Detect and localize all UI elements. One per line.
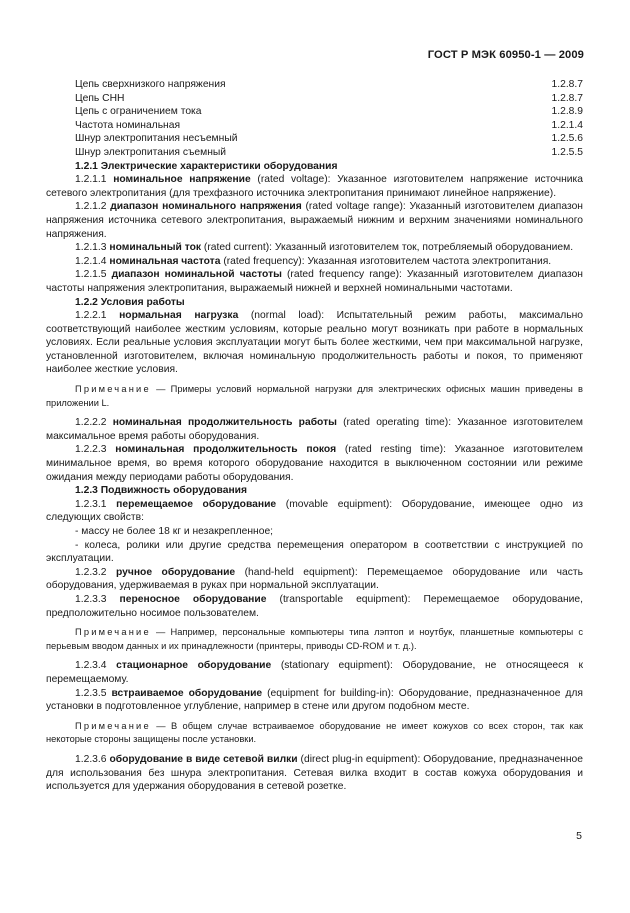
defined-term: переносное оборудование bbox=[119, 593, 267, 605]
page-number: 5 bbox=[576, 830, 582, 842]
definition-paragraph bbox=[46, 416, 583, 443]
definition-text: (rated resting time): Указанное изготовителем минимальное время, во время которого оборудование находится в выключенном состоянии или режиме ожидания между периодами работы оборудования. bbox=[46, 444, 583, 483]
toc-label: Шнур электропитания съемный bbox=[75, 146, 227, 158]
toc-item bbox=[46, 105, 583, 119]
section-heading: 1.2.3 Подвижность оборудования bbox=[75, 485, 248, 497]
toc-ref: 1.2.8.7 bbox=[551, 92, 583, 104]
definition-text: (movable equipment): Оборудование, имеющее одно из следующих свойств: bbox=[46, 498, 583, 524]
definition-paragraph bbox=[46, 566, 583, 593]
definition-text: (transportable equipment): Перемещаемое оборудование, предположительно носимое пользователем. bbox=[46, 593, 583, 619]
note-label: Примечание bbox=[75, 384, 151, 395]
definition-paragraph bbox=[46, 241, 583, 255]
definition-text: (equipment for building-in): Оборудование, предназначенное для установки в подготовленное углубление, например в стене или другом подобном месте. bbox=[46, 687, 583, 713]
note-text: — Например, персональные компьютеры типа лэптоп и ноутбук, планшетные компьютеры с перьевым вводом данных и их принадлежности (принтеры, приводы CD-ROM и т. д.). bbox=[46, 627, 583, 651]
list-item: - массу не более 18 кг и незакрепленное; bbox=[75, 526, 274, 537]
toc-ref: 1.2.8.7 bbox=[551, 79, 583, 90]
definition-text: (hand-held equipment): Перемещаемое оборудование или часть оборудования, удерживаемая в руках при нормальной эксплуатации. bbox=[46, 566, 583, 592]
clause-number: 1.2.3.6 bbox=[75, 753, 110, 765]
definition-paragraph bbox=[46, 687, 583, 714]
toc-list bbox=[46, 78, 583, 160]
toc-label: Частота номинальная bbox=[75, 119, 181, 131]
definition-text: (rated voltage range): Указанный изготовителем диапазон напряжения источника сетевого электропитания, выражаемый нижним и верхним значениями номинального напряжения. bbox=[46, 201, 583, 240]
clause-number: 1.2.3.5 bbox=[75, 687, 112, 699]
toc-item bbox=[46, 78, 583, 92]
note-text: — В общем случае встраиваемое оборудование не имеет кожухов со всех сторон, так как некоторые стороны защищены после установки. bbox=[46, 720, 583, 745]
clause-number: 1.2.1.4 bbox=[75, 255, 110, 267]
section-heading: 1.2.2 Условия работы bbox=[75, 296, 185, 308]
toc-ref: 1.2.8.9 bbox=[551, 106, 583, 118]
toc-item bbox=[46, 119, 583, 133]
definition-paragraph bbox=[46, 200, 583, 241]
defined-term: номинальная частота bbox=[109, 255, 221, 267]
clause-number: 1.2.1.3 bbox=[75, 242, 110, 254]
clause-number: 1.2.1.2 bbox=[75, 201, 111, 213]
definition-text: (rated current): Указанный изготовителем ток, потребляемый оборудованием. bbox=[201, 242, 574, 254]
clause-number: 1.2.2.3 bbox=[75, 444, 116, 456]
definition-paragraph bbox=[46, 753, 583, 794]
clause-number: 1.2.1.1 bbox=[75, 174, 114, 186]
note-paragraph bbox=[46, 720, 583, 747]
clause-number: 1.2.3.3 bbox=[75, 593, 120, 605]
toc-item bbox=[46, 92, 583, 106]
toc-label: Шнур электропитания несъемный bbox=[75, 133, 238, 145]
clause-number: 1.2.3.1 bbox=[75, 498, 117, 510]
definition-paragraph bbox=[46, 593, 583, 620]
note-paragraph bbox=[46, 626, 583, 653]
list-item: - колеса, ролики или другие средства перемещения оператором в соответствии с инструкцией по эксплуатации. bbox=[46, 539, 583, 565]
toc-label: Цепь с ограничением тока bbox=[75, 106, 202, 118]
toc-ref: 1.2.5.6 bbox=[551, 133, 583, 145]
definition-text: (direct plug-in equipment): Оборудование, предназначенное для использования без шнура электропитания. Сетевая вилка входит в состав кожуха оборудования и используется для удержания оборудования в сетевой розетке. bbox=[46, 753, 584, 793]
note-label: Примечание bbox=[75, 720, 151, 731]
definition-text: (stationary equipment): Оборудование, не относящееся к перемещаемому. bbox=[46, 660, 583, 685]
defined-term: номинальное напряжение bbox=[113, 174, 251, 186]
definition-text: (normal load): Испытательный режим работы, максимально соответствующий наиболее жестким условиям, которые реально могут возникать при работе в нормальных условиях. Если реальные условия эксплуатации могут быть более жесткими, чем при максимальной нагрузке, установленной изготовителем, включая номинальную продолжительность работы и покоя, то применяют наиболее жесткие условия. bbox=[46, 310, 583, 376]
definition-paragraph bbox=[46, 309, 583, 377]
clause-number: 1.2.1.5 bbox=[75, 269, 112, 281]
defined-term: диапазон номинального напряжения bbox=[110, 201, 302, 213]
defined-term: оборудование в виде сетевой вилки bbox=[109, 753, 298, 765]
document-header: ГОСТ Р МЭК 60950-1 — 2009 bbox=[427, 49, 584, 61]
defined-term: номинальная продолжительность работы bbox=[112, 417, 337, 429]
definition-text: (rated voltage): Указанное изготовителем напряжение источника сетевого электропитания (для трехфазного источника электропитания принимают линейное напряжение). bbox=[46, 174, 584, 199]
toc-label: Цепь сверхнизкого напряжения bbox=[75, 79, 226, 90]
toc-label: Цепь СНН bbox=[75, 92, 125, 104]
definition-paragraph bbox=[46, 255, 583, 269]
clause-number: 1.2.3.2 bbox=[75, 566, 116, 578]
toc-item bbox=[46, 132, 583, 146]
definition-text: (rated frequency range): Указанный изготовителем диапазон частоты напряжения электропитания, выражаемый нижней и верхней номинальными частотами. bbox=[46, 269, 583, 294]
defined-term: номинальный ток bbox=[109, 242, 202, 254]
clause-number: 1.2.3.4 bbox=[75, 660, 117, 672]
definition-paragraph bbox=[46, 268, 583, 295]
toc-ref: 1.2.1.4 bbox=[551, 119, 583, 131]
defined-term: номинальная продолжительность покоя bbox=[115, 444, 337, 456]
defined-term: нормальная нагрузка bbox=[119, 310, 239, 322]
definition-paragraph bbox=[46, 443, 583, 484]
page-content bbox=[46, 78, 583, 794]
clause-number: 1.2.2.1 bbox=[75, 310, 120, 322]
definition-paragraph bbox=[46, 173, 583, 200]
defined-term: ручное оборудование bbox=[115, 566, 236, 578]
defined-term: стационарное оборудование bbox=[116, 660, 272, 672]
toc-ref: 1.2.5.5 bbox=[551, 146, 583, 158]
note-label: Примечание bbox=[75, 627, 151, 638]
definition-text: (rated frequency): Указанная изготовителем частота электропитания. bbox=[220, 255, 552, 267]
toc-item bbox=[46, 146, 583, 160]
note-text: — Примеры условий нормальной нагрузки для электрических офисных машин приведены в приложении L. bbox=[46, 384, 583, 408]
defined-term: перемещаемое оборудование bbox=[116, 498, 277, 510]
definition-text: (rated operating time): Указанное изготовителем максимальное время работы оборудования. bbox=[46, 417, 583, 442]
defined-term: встраиваемое оборудование bbox=[111, 687, 263, 699]
clause-number: 1.2.2.2 bbox=[75, 417, 113, 429]
note-paragraph bbox=[46, 383, 583, 410]
defined-term: диапазон номинальной частоты bbox=[111, 269, 282, 281]
definition-paragraph bbox=[46, 498, 583, 525]
section-heading: 1.2.1 Электрические характеристики оборудования bbox=[75, 160, 338, 172]
definition-paragraph bbox=[46, 659, 583, 686]
